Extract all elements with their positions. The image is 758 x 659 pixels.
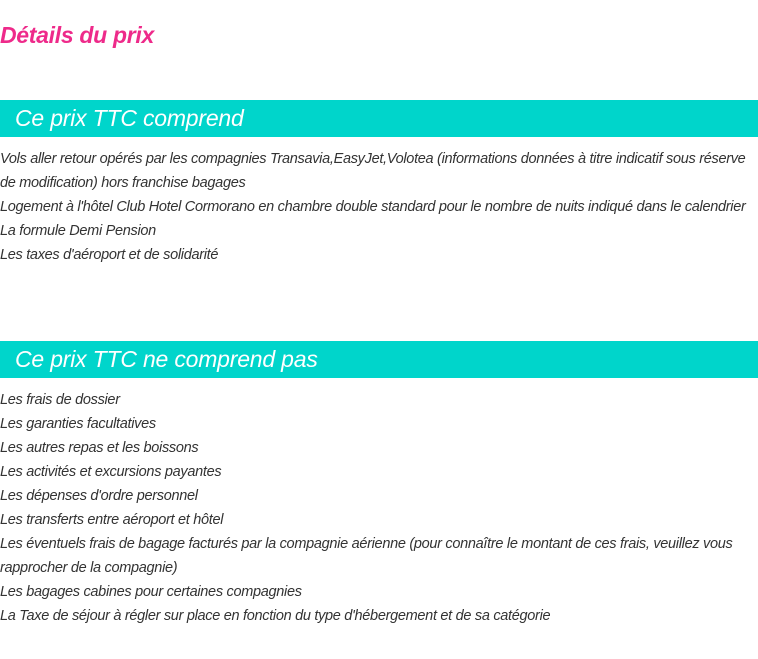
excluded-item-other-meals: Les autres repas et les boissons bbox=[0, 440, 199, 456]
included-item-flights: Vols aller retour opérés par les compagnies Transavia,EasyJet,Volotea (informations données à titre indicatif sous réserve de modification) hors franchise bagages bbox=[0, 151, 746, 191]
included-list bbox=[0, 147, 752, 267]
excluded-heading: Ce prix TTC ne comprend pas bbox=[15, 346, 318, 372]
included-item-half-board: La formule Demi Pension bbox=[0, 223, 156, 239]
included-section-banner bbox=[0, 100, 758, 137]
excluded-list bbox=[0, 388, 752, 628]
included-item-taxes: Les taxes d'aéroport et de solidarité bbox=[0, 247, 219, 263]
excluded-item-personal-expenses: Les dépenses d'ordre personnel bbox=[0, 488, 198, 504]
excluded-item-transfers: Les transferts entre aéroport et hôtel bbox=[0, 512, 224, 528]
included-item-hotel: Logement à l'hôtel Club Hotel Cormorano en chambre double standard pour le nombre de nuits indiqué dans le calendrier bbox=[0, 199, 746, 215]
excluded-item-tourist-tax: La Taxe de séjour à régler sur place en fonction du type d'hébergement et de sa catégorie bbox=[0, 608, 551, 624]
included-heading: Ce prix TTC comprend bbox=[15, 105, 244, 131]
excluded-item-baggage-fees: Les éventuels frais de bagage facturés par la compagnie aérienne (pour connaître le montant de ces frais, veuillez vous rapprocher de la compagnie) bbox=[0, 536, 733, 576]
excluded-item-optional-insurance: Les garanties facultatives bbox=[0, 416, 156, 432]
excluded-item-booking-fees: Les frais de dossier bbox=[0, 392, 120, 408]
excluded-section-banner bbox=[0, 341, 758, 378]
page-title: Détails du prix bbox=[0, 22, 154, 48]
excluded-item-cabin-bags: Les bagages cabines pour certaines compagnies bbox=[0, 584, 302, 600]
excluded-item-paid-activities: Les activités et excursions payantes bbox=[0, 464, 222, 480]
